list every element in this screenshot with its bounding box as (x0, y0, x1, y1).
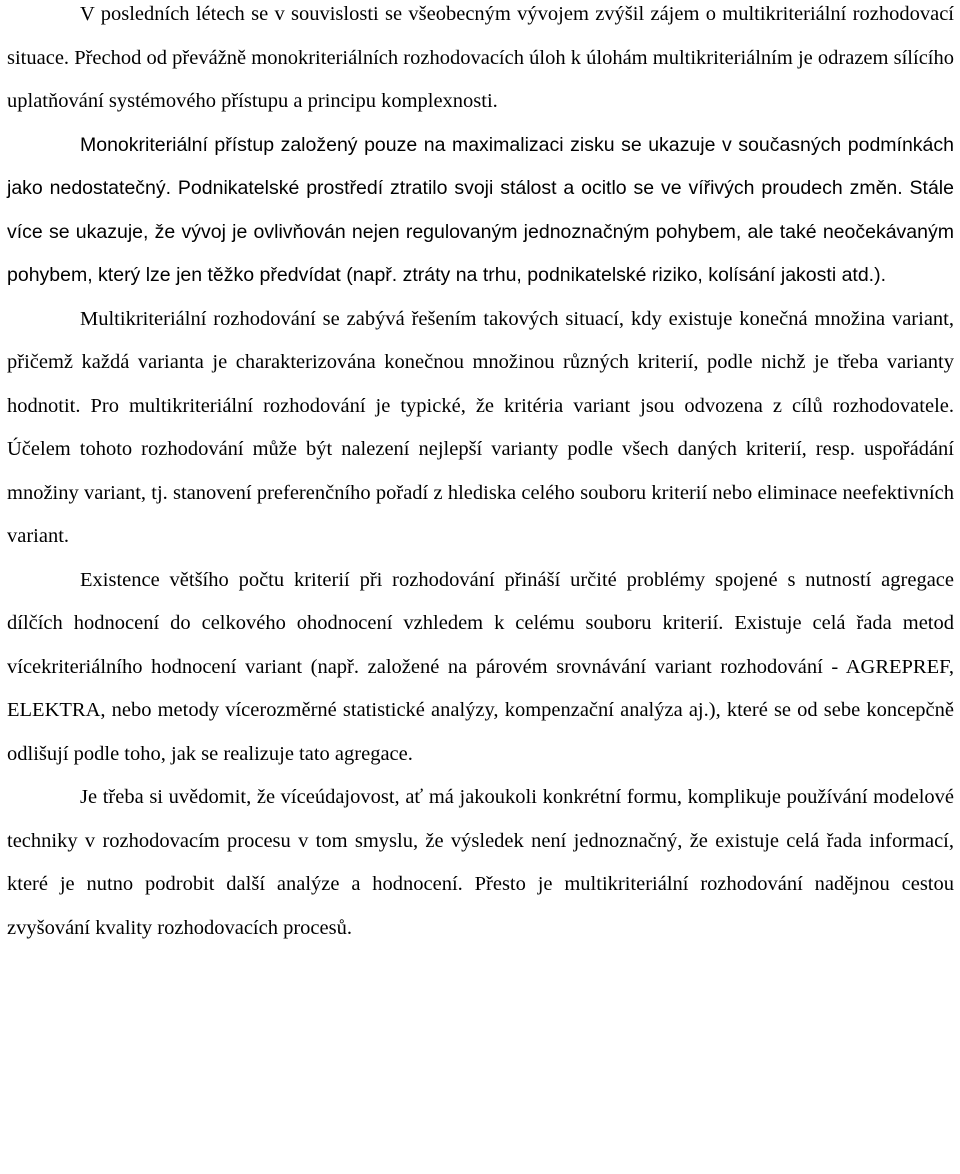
paragraph-intro: V posledních létech se v souvislosti se všeobecným vývojem zvýšil zájem o multikriteriální rozhodovací situace. Přechod od převážně monokriteriálních rozhodovacích úloh k úlohám multikriteriálním je odrazem sílícího uplatňování systémového přístupu a principu komplexnosti. (7, 3, 954, 112)
paragraph-monocriterial: Monokriteriální přístup založený pouze na maximalizaci zisku se ukazuje v současných podmínkách jako nedostatečný. Podnikatelské prostředí ztratilo svoji stálost a ocitlo se ve vířivých proudech změn. Stále více se ukazuje, že vývoj je ovlivňován nejen regulovaným jednoznačným pohybem, ale také neočekávaným pohybem, který lze jen těžko předvídat (např. ztráty na trhu, podnikatelské riziko, kolísání jakosti atd.). (7, 133, 954, 286)
paragraph-conclusion: Je třeba si uvědomit, že víceúdajovost, ať má jakoukoli konkrétní formu, komplikuje používání modelové techniky v rozhodovacím procesu v tom smyslu, že výsledek není jednoznačný, že existuje celá řada informací, které je nutno podrobit další analýze a hodnocení. Přesto je multikriteriální rozhodování nadějnou cestou zvyšování kvality rozhodovacích procesů. (7, 786, 954, 939)
paragraph-multicriterial-definition: Multikriteriální rozhodování se zabývá řešením takových situací, kdy existuje konečná množina variant, přičemž každá varianta je charakterizována konečnou množinou různých kriterií, podle nichž je třeba varianty hodnotit. Pro multikriteriální rozhodování je typické, že kritéria variant jsou odvozena z cílů rozhodovatele. Účelem tohoto rozhodování může být nalezení nejlepší varianty podle všech daných kriterií, resp. uspořádání množiny variant, tj. stanovení preferenčního pořadí z hlediska celého souboru kriterií nebo eliminace neefektivních variant. (7, 307, 954, 547)
paragraph-aggregation-methods: Existence většího počtu kriterií při rozhodování přináší určité problémy spojené s nutností agregace dílčích hodnocení do celkového ohodnocení vzhledem k celému souboru kriterií. Existuje celá řada metod vícekriteriálního hodnocení variant (např. založené na párovém srovnávání variant rozhodování - AGREPREF, ELEKTRA, nebo metody vícerozměrné statistické analýzy, kompenzační analýza aj.), které se od sebe koncepčně odlišují podle toho, jak se realizuje tato agregace. (7, 568, 954, 765)
